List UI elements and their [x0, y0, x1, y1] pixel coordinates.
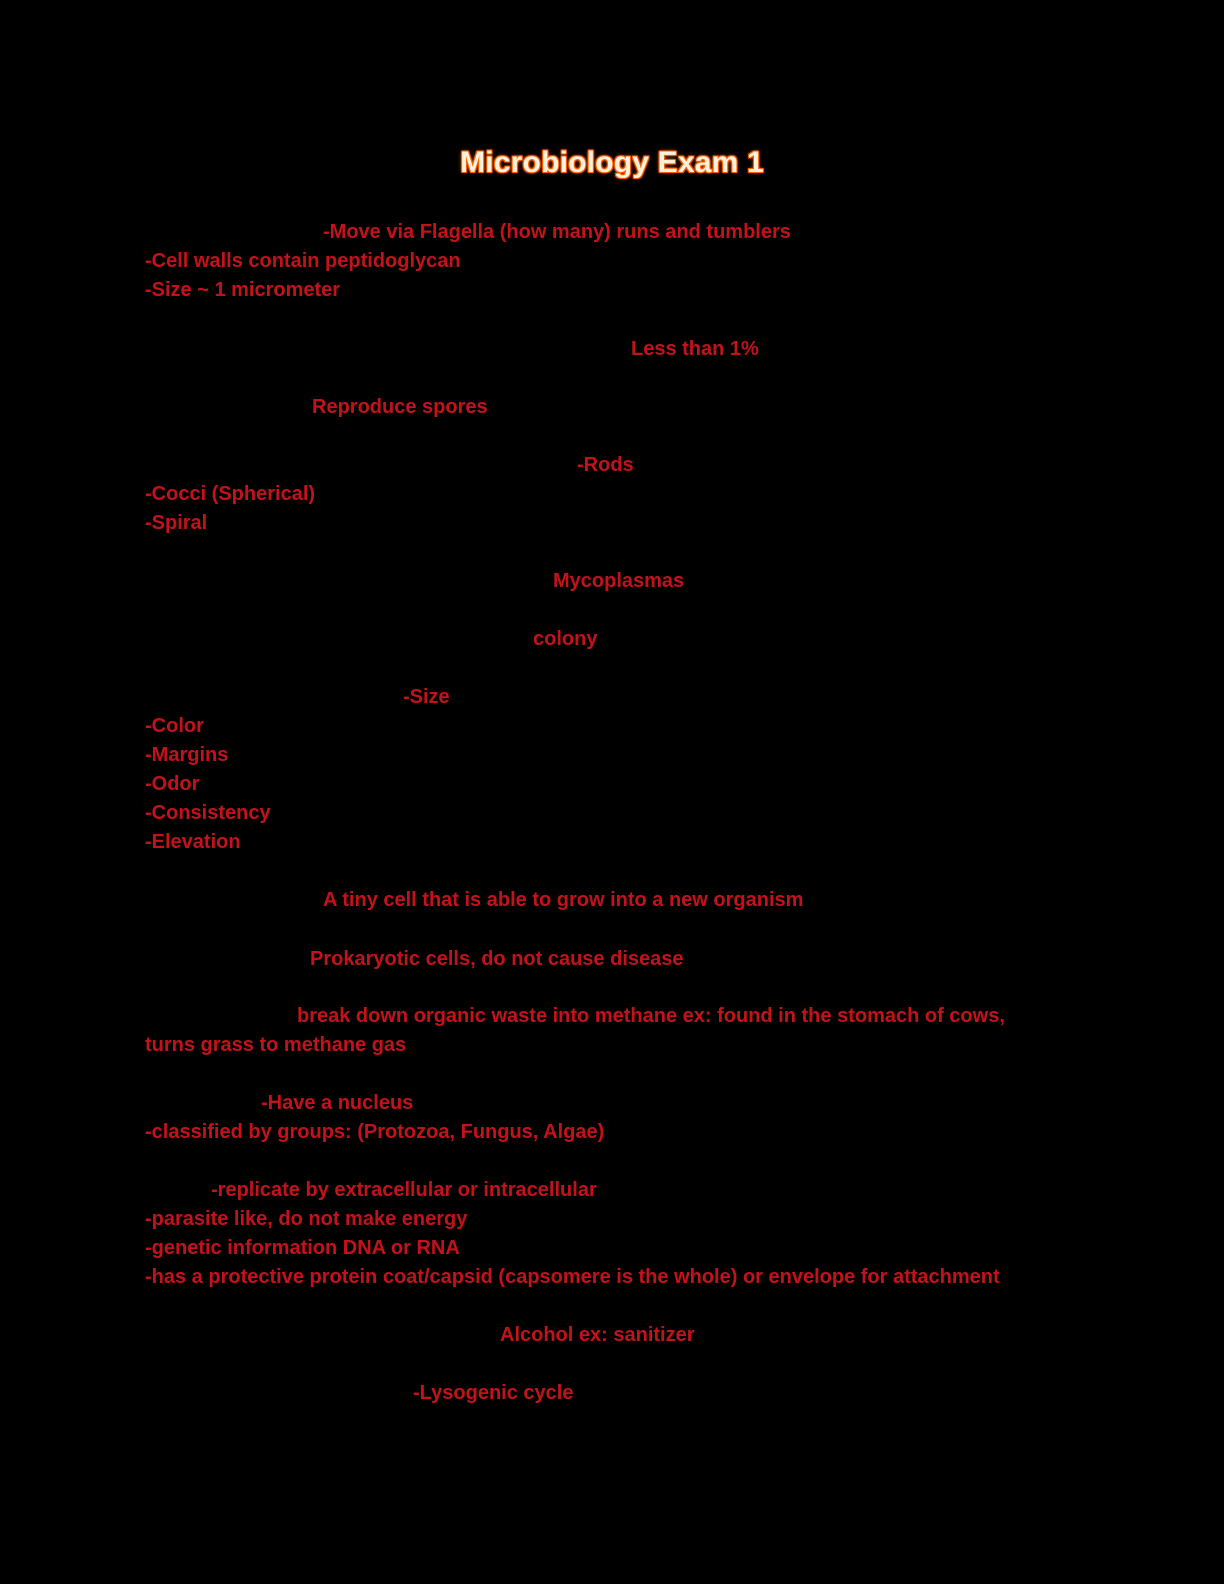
cell-walls-note: -Cell walls contain peptidoglycan — [145, 250, 461, 272]
flagella-note: -Move via Flagella (how many) runs and tumblers — [323, 221, 791, 243]
alcohol-note: Alcohol ex: sanitizer — [500, 1324, 695, 1346]
classified-groups-note: -classified by groups: (Protozoa, Fungus, Algae) — [145, 1121, 605, 1143]
less-than-note: Less than 1% — [631, 338, 759, 360]
methanogen-note: break down organic waste into methane ex: found in the stomach of cows, — [297, 1005, 1005, 1027]
genetic-info-note: -genetic information DNA or RNA — [145, 1237, 460, 1259]
methane-gas-note: turns grass to methane gas — [145, 1034, 407, 1056]
margins-note: -Margins — [145, 744, 229, 766]
elevation-note: -Elevation — [145, 831, 241, 853]
prokaryotic-note: Prokaryotic cells, do not cause disease — [310, 948, 684, 970]
lysogenic-note: -Lysogenic cycle — [413, 1382, 574, 1404]
cocci-note: -Cocci (Spherical) — [145, 483, 316, 505]
spiral-note: -Spiral — [145, 512, 208, 534]
page-title: Microbiology Exam 1 — [460, 146, 764, 179]
replicate-note: -replicate by extracellular or intracellular — [211, 1179, 597, 1201]
color-note: -Color — [145, 715, 204, 737]
rods-note: -Rods — [577, 454, 634, 476]
size-note: -Size ~ 1 micrometer — [145, 279, 341, 301]
mycoplasmas-note: Mycoplasmas — [553, 570, 685, 592]
nucleus-note: -Have a nucleus — [261, 1092, 414, 1114]
colony-note: colony — [533, 628, 598, 650]
consistency-note: -Consistency — [145, 802, 271, 824]
spore-definition-note: A tiny cell that is able to grow into a new organism — [323, 889, 804, 911]
reproduce-spores-note: Reproduce spores — [312, 396, 488, 418]
parasite-note: -parasite like, do not make energy — [145, 1208, 468, 1230]
protein-coat-note: -has a protective protein coat/capsid (capsomere is the whole) or envelope for attachment — [145, 1266, 1000, 1288]
colony-size-note: -Size — [403, 686, 450, 708]
odor-note: -Odor — [145, 773, 200, 795]
